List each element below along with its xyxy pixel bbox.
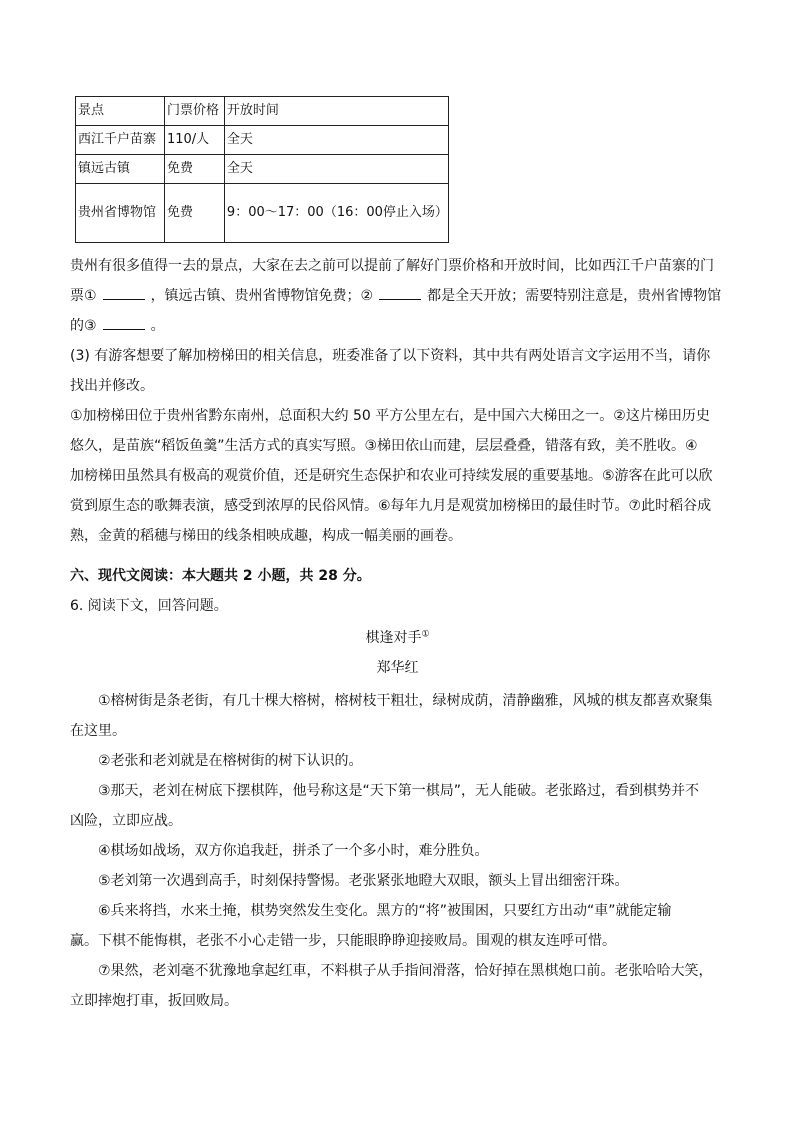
answer-blank-2[interactable] [379,285,421,300]
story-body [70,686,725,1016]
text-line: ④棋场如战场，双方你追我赶，拼杀了一个多小时，难分胜负。 [98,843,489,859]
table-row [76,184,449,243]
table-header-row [76,97,449,126]
text-line: 在这里。 [70,723,126,739]
table-cell: 110/人 [164,126,224,155]
text-fragment: 的③ [70,318,97,334]
text-line: 加榜梯田虽然具有极高的观赏价值，还是研究生态保护和农业可持续发展的重要基地。⑤游客在此可以欣 [70,468,713,484]
text-line: ①加榜梯田位于贵州省黔东南州，总面积大约 50 平方公里左右，是中国六大梯田之一。②这片梯田历史 [70,408,710,424]
text-line: ⑥兵来将挡，水来土掩，棋势突然发生变化。黑方的“将”被围困，只要红方出动“車”就能定输 [98,903,672,919]
text-line: 立即摔炮打車，扳回败局。 [70,993,238,1009]
text-fragment: ，镇远古镇、贵州省博物馆免费；② [150,288,374,304]
fill-in-paragraph [70,251,725,341]
section-heading: 六、现代文阅读：本大题共 2 小题，共 28 分。 [70,568,371,584]
story-author: 郑华红 [376,660,419,676]
story-title-text: 棋逢对手 [365,630,422,646]
text-line: ⑤老刘第一次遇到高手，时刻保持警惕。老张紧张地瞪大双眼，额头上冒出细密汗珠。 [98,873,629,889]
table-cell: 西江千户苗寨 [76,126,165,155]
table-cell: 贵州省博物馆 [76,184,165,243]
table-cell: 免费 [164,184,224,243]
table-row [76,155,449,184]
text-line: 贵州有很多值得一去的景点，大家在去之前可以提前了解好门票价格和开放时间，比如西江千户苗寨的门 [70,258,714,274]
text-line: 赏到原生态的歌舞表演，感受到浓厚的民俗风情。⑥每年九月是观赏加榜梯田的最佳时节。⑦此时稻谷成 [70,498,712,514]
table-cell: 镇远古镇 [76,155,165,184]
table-cell: 全天 [224,155,448,184]
text-line [70,311,725,341]
text-line: 赢。下棋不能悔棋，老张不小心走错一步，只能眼睁睁迎接败局。围观的棋友连呼可惜。 [70,933,616,949]
text-fragment: 票① [70,288,97,304]
text-line: 悠久，是苗族“稻饭鱼羹”生活方式的真实写照。③梯田依山而建，层层叠叠，错落有致，美不胜收。④ [70,438,698,454]
text-fragment: 。 [150,318,165,334]
text-line: 找出并修改。 [70,378,154,394]
table-cell: 免费 [164,155,224,184]
table-header-cell: 开放时间 [224,97,448,126]
text-line: ②老张和老刘就是在榕树街的树下认识的。 [98,753,363,769]
question-6: 6. 阅读下文，回答问题。 [70,598,228,614]
answer-blank-1[interactable] [103,285,145,300]
question-3 [70,341,725,401]
text-line: ①榕树街是条老街，有几十棵大榕树，榕树枝干粗壮，绿树成荫，清静幽雅，风城的棋友都喜欢聚集 [98,693,713,709]
text-fragment: 都是全天开放；需要特别注意是，贵州省博物馆 [427,288,722,304]
text-line: (3) 有游客想要了解加榜梯田的相关信息，班委准备了以下资料，其中共有两处语言文字运用不当，请你 [70,348,711,364]
ticket-table [75,96,449,243]
answer-blank-3[interactable] [103,315,145,330]
terraces-passage [70,401,725,551]
table-row [76,126,449,155]
text-line: 熟，金黄的稻穗与梯田的线条相映成趣，构成一幅美丽的画卷。 [70,528,462,544]
table-header-cell: 景点 [76,97,165,126]
text-line: ⑦果然，老刘毫不犹豫地拿起红車，不料棋子从手指间滑落，恰好掉在黑棋炮口前。老张哈哈大笑， [98,963,713,979]
story-title [70,623,725,653]
table-cell: 9：00～17：00（16：00停止入场） [224,184,448,243]
footnote-mark: ① [421,629,430,640]
text-line: ③那天，老刘在树底下摆棋阵，他号称这是“天下第一棋局”，无人能破。老张路过，看到棋势并不 [98,783,700,799]
text-line [70,281,725,311]
table-header-cell: 门票价格 [164,97,224,126]
text-line: 凶险，立即应战。 [70,813,182,829]
table-cell: 全天 [224,126,448,155]
